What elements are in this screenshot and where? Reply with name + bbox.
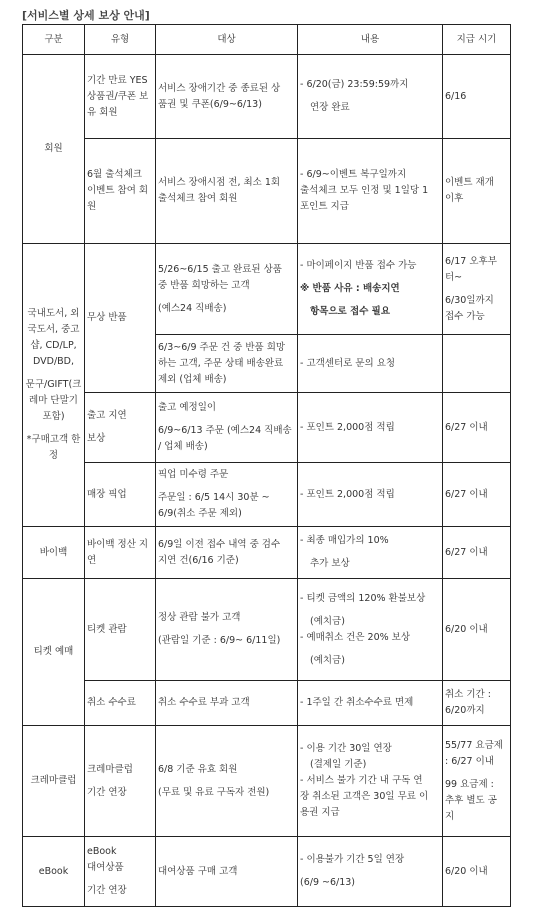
cell-line: 기간 만료 YES [87, 74, 148, 86]
cell-line: 정상 관람 불가 고객 [158, 612, 241, 623]
target-cell [156, 335, 298, 393]
cell-line: 티켓 관람 [87, 623, 127, 635]
cell-line: 6/16 [445, 90, 467, 102]
cell-line: 연 [87, 554, 97, 566]
cell-line: (결제일 기준) [310, 759, 367, 770]
spacer [300, 274, 440, 281]
header-type: 유형 [85, 25, 156, 55]
cell-line: 중 반품 희망하는 고객 [158, 279, 250, 291]
table-row [23, 726, 511, 837]
gubun-cell [23, 579, 85, 726]
gubun-text: 바이백 [39, 546, 68, 558]
cell-line: 6/9~6/13 주문 (예스24 직배송 [158, 425, 292, 436]
cell-line: 6/27 이내 [445, 488, 488, 500]
target-cell [156, 139, 298, 244]
gubun-cell [23, 837, 85, 907]
target-cell [156, 837, 298, 907]
cell-line: 보상 [87, 433, 106, 444]
spacer [445, 286, 508, 293]
table-row [23, 681, 511, 726]
spacer [25, 370, 82, 377]
cell-line: 지 [445, 810, 455, 822]
cell-line: - 예매취소 건은 20% 보상 [300, 631, 411, 643]
timing-cell [443, 463, 511, 527]
cell-line: 6/8 기준 유효 회원 [158, 763, 238, 775]
header-target: 대상 [156, 25, 298, 55]
type-cell [85, 726, 156, 837]
cell-line: 6/17 오후부 [445, 255, 497, 267]
gubun-text: 티켓 예매 [33, 646, 74, 657]
cell-line: - 최종 매입가의 10% [300, 535, 389, 546]
cell-line: 출석체크 참여 회원 [158, 193, 238, 204]
gubun-text: 크레마클럽 [30, 775, 77, 786]
cell-line: 6월 출석체크 [87, 169, 142, 180]
cell-line: (관람일 기준 : 6/9~ 6/11일) [158, 635, 281, 646]
cell-line: 출고 지연 [87, 410, 127, 421]
table-row [23, 837, 511, 907]
cell-line: 취소 기간 : [445, 689, 491, 700]
cell-line: 출석체크 모두 인정 및 1일당 1 [300, 185, 429, 196]
spacer [158, 416, 295, 423]
cell-line: 6/20 이내 [445, 865, 488, 877]
cell-line: (예스24 직배송) [158, 302, 227, 314]
spacer [300, 93, 440, 100]
type-cell [85, 579, 156, 681]
cell-line: - 마이페이지 반품 접수 가능 [300, 260, 417, 271]
cell-line: 추가 보상 [310, 558, 350, 569]
type-cell [85, 527, 156, 579]
target-cell [156, 244, 298, 335]
target-cell [156, 463, 298, 527]
cell-line: *구매고객 한 [26, 434, 81, 445]
table-row [23, 139, 511, 244]
cell-line: 6/27 이내 [445, 421, 488, 433]
content-cell [298, 244, 443, 335]
cell-line: 기간 연장 [87, 786, 127, 798]
header-timing: 지급 시기 [443, 25, 511, 55]
content-cell [298, 335, 443, 393]
cell-line: (무료 및 유료 구독자 전원) [158, 786, 270, 798]
spacer [300, 607, 440, 614]
cell-line: 원 [87, 201, 97, 212]
cell-line: 국내도서, 외 [27, 308, 80, 319]
cell-line: 픽업 미수령 주문 [158, 469, 229, 480]
cell-line: 55/77 요금제 [445, 739, 503, 751]
target-cell [156, 393, 298, 463]
cell-line: - 이용불가 기간 5일 연장 [300, 854, 405, 865]
cell-line: 출고 예정일이 [158, 402, 217, 413]
content-cell [298, 579, 443, 681]
type-cell [85, 139, 156, 244]
cell-line: 포인트 지급 [300, 201, 349, 212]
spacer [300, 646, 440, 653]
content-cell [298, 463, 443, 527]
cell-line: 바이백 정산 지 [87, 538, 149, 550]
spacer [87, 876, 153, 883]
cell-line: 품권 및 쿠폰(6/9~6/13) [158, 98, 262, 110]
cell-line: : 6/27 이내 [445, 755, 494, 767]
cell-line: 크레마클럽 [87, 763, 133, 775]
target-cell [156, 579, 298, 681]
cell-line: 취소 수수료 [87, 697, 136, 708]
cell-line: - 1주일 간 취소수수료 면제 [300, 697, 414, 708]
spacer [25, 425, 82, 432]
cell-line: 서비스 장애시점 전, 최소 1회 [158, 177, 281, 188]
gubun-text: eBook [38, 865, 69, 877]
cell-line: - 포인트 2,000점 적립 [300, 421, 395, 433]
timing-cell [443, 244, 511, 335]
cell-line: 항목으로 접수 필요 [310, 306, 391, 317]
target-cell [156, 681, 298, 726]
cell-line: 용권 지급 [300, 807, 340, 818]
cell-line: - 이용 기간 30일 연장 [300, 743, 392, 754]
header-content: 내용 [298, 25, 443, 55]
gubun-cell [23, 527, 85, 579]
cell-line: 6/27 이내 [445, 546, 488, 558]
gubun-cell [23, 244, 85, 527]
type-cell [85, 55, 156, 139]
content-cell [298, 55, 443, 139]
timing-cell [443, 681, 511, 726]
type-cell [85, 837, 156, 907]
table-row [23, 463, 511, 527]
cell-line: 하는 고객, 주문 상태 배송완료 [158, 357, 284, 369]
cell-line: 5/26~6/15 출고 완료된 상품 [158, 263, 282, 275]
cell-line: 6/9일 이전 접수 내역 중 검수 [158, 538, 281, 550]
compensation-table [22, 24, 511, 907]
timing-cell [443, 527, 511, 579]
type-cell [85, 244, 156, 393]
table-header-row [23, 25, 511, 55]
cell-line: 무상 반품 [87, 312, 127, 323]
table-row [23, 55, 511, 139]
timing-cell [443, 837, 511, 907]
cell-line: 99 요금제 : [445, 778, 494, 790]
cell-line: 6/9(취소 주문 제외) [158, 508, 242, 519]
spacer [87, 424, 153, 431]
content-cell [298, 726, 443, 837]
cell-line: / 업체 배송) [158, 441, 208, 452]
cell-line: (6/9 ~6/13) [300, 877, 356, 888]
cell-line: - 서비스 불가 기간 내 구독 연 [300, 775, 423, 786]
content-cell [298, 837, 443, 907]
type-cell [85, 463, 156, 527]
spacer [158, 778, 295, 785]
cell-line: - 6/9~이벤트 복구일까지 [300, 169, 407, 180]
cell-line: (예치금) [310, 654, 345, 666]
cell-line: eBook [87, 846, 117, 857]
cell-line: 6/20 이내 [445, 623, 488, 635]
cell-line: 6/30일까지 [445, 294, 494, 306]
cell-line: 정 [48, 450, 59, 461]
cell-line: 문구/GIFT(크 [25, 379, 82, 390]
cell-line: 샵, CD/LP, [30, 340, 77, 351]
table-row [23, 244, 511, 335]
target-cell [156, 55, 298, 139]
table-row [23, 579, 511, 681]
spacer [300, 868, 440, 875]
cell-line: - 포인트 2,000점 적립 [300, 488, 395, 500]
cell-line: 제외 (업체 배송) [158, 373, 227, 385]
target-cell [156, 726, 298, 837]
target-cell [156, 527, 298, 579]
spacer [158, 294, 295, 301]
cell-line: 대여상품 구매 고객 [158, 865, 238, 877]
content-cell [298, 681, 443, 726]
cell-line: 주문일 : 6/5 14시 30분 ~ [158, 492, 270, 503]
cell-line: 레마 단말기 [29, 395, 78, 406]
timing-cell [443, 335, 511, 393]
cell-line: (예치금) [310, 615, 345, 627]
cell-line: 이벤트 참여 회 [87, 185, 149, 196]
spacer [300, 549, 440, 556]
timing-cell [443, 393, 511, 463]
gubun-cell [23, 55, 85, 244]
cell-line: - 티켓 금액의 120% 환불보상 [300, 592, 426, 604]
spacer [158, 626, 295, 633]
section-title: [서비스별 상세 보상 안내] [22, 9, 150, 22]
cell-line: - 6/20(금) 23:59:59까지 [300, 79, 409, 90]
content-cell [298, 527, 443, 579]
spacer [300, 297, 440, 304]
cell-line: 추후 별도 공 [445, 794, 497, 806]
timing-cell [443, 726, 511, 837]
cell-line: 접수 가능 [445, 310, 485, 322]
cell-line: 유 회원 [87, 106, 118, 118]
spacer [158, 483, 295, 490]
cell-line: ※ 반품 사유 : 배송지연 [300, 283, 400, 294]
cell-line: 기간 연장 [87, 885, 127, 896]
cell-line: 연장 완료 [310, 102, 350, 113]
cell-line: 이벤트 재개 [445, 177, 494, 188]
cell-line: 상품권/쿠폰 보 [87, 90, 149, 102]
table-row [23, 527, 511, 579]
cell-line: 장 취소된 고객은 30일 무료 이 [300, 791, 429, 802]
cell-line: 취소 수수료 부과 고객 [158, 697, 250, 708]
cell-line: 매장 픽업 [87, 488, 127, 500]
gubun-cell [23, 726, 85, 837]
cell-line: 터~ [445, 271, 463, 283]
cell-line: - 고객센터로 문의 요청 [300, 357, 396, 369]
spacer [87, 778, 153, 785]
content-cell [298, 393, 443, 463]
gubun-text: 회원 [44, 143, 63, 154]
cell-line: 서비스 장애기간 중 종료된 상 [158, 82, 281, 94]
spacer [445, 770, 508, 777]
cell-line: 포함) [42, 411, 65, 422]
cell-line: 6/20까지 [445, 705, 485, 716]
cell-line: 6/3~6/9 주문 건 중 반품 희망 [158, 341, 286, 353]
table-row [23, 393, 511, 463]
cell-line: 지연 건(6/16 기준) [158, 554, 239, 566]
cell-line: 국도서, 중고 [27, 324, 80, 335]
type-cell [85, 393, 156, 463]
cell-line: 대여상품 [87, 862, 124, 873]
timing-cell [443, 139, 511, 244]
header-gubun: 구분 [23, 25, 85, 55]
type-cell [85, 681, 156, 726]
cell-line: 이후 [445, 193, 464, 204]
content-cell [298, 139, 443, 244]
timing-cell [443, 579, 511, 681]
cell-line: DVD/BD, [32, 356, 74, 367]
timing-cell [443, 55, 511, 139]
